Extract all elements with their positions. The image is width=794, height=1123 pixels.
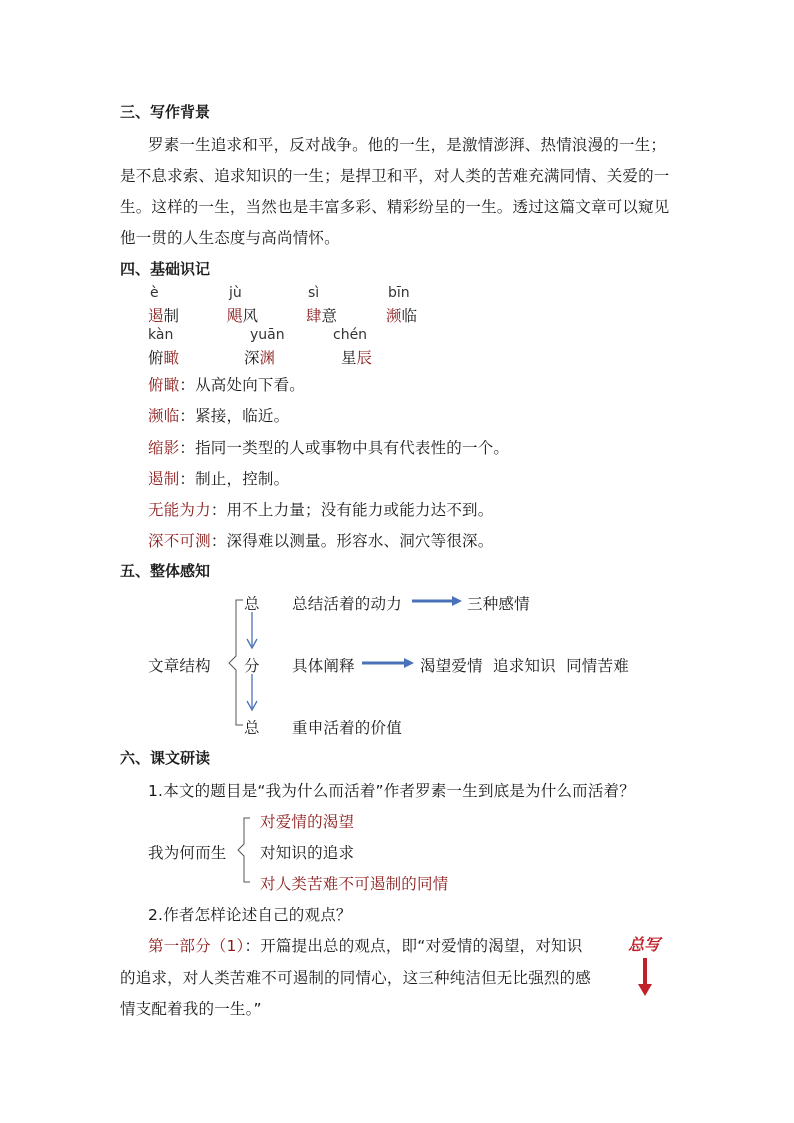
vocab-char: 辰 xyxy=(356,349,373,367)
vocab-char: 濒 xyxy=(386,307,402,325)
definition-sep: ： xyxy=(179,376,196,394)
definition-text: 用不上力量；没有能力或能力达不到。 xyxy=(226,501,494,519)
reason-item: 对人类苦难不可遏制的同情 xyxy=(260,875,449,893)
vocab-char: 风 xyxy=(242,307,259,325)
vocab-char: 临 xyxy=(401,307,418,325)
vocab-char: 深 xyxy=(244,349,260,367)
pinyin: sì xyxy=(308,285,320,301)
vocab-char: 制 xyxy=(163,307,180,325)
pinyin: yuān xyxy=(250,327,285,343)
pinyin: bīn xyxy=(388,285,410,301)
structure-node-result: 渴望爱情 追求知识 同情苦难 xyxy=(420,657,629,675)
section-heading-study: 六、课文研读 xyxy=(120,749,211,767)
reasons-bracket xyxy=(238,818,250,882)
definition-text: 从高处向下看。 xyxy=(195,376,306,394)
definition-text: 指同一类型的人或事物中具有代表性的一个。 xyxy=(195,439,510,457)
definition-text: 紧接，临近。 xyxy=(195,407,290,425)
definition-sep: ： xyxy=(179,407,196,425)
part1-line-3: 情支配着我的一生。” xyxy=(120,1000,262,1018)
definition-sep: ： xyxy=(179,439,196,457)
structure-bracket xyxy=(229,600,243,725)
note-label: 总写 xyxy=(628,935,661,954)
pinyin: jù xyxy=(229,285,242,301)
vocab-char: 瞰 xyxy=(163,349,180,367)
definition-term: 濒临 xyxy=(148,407,180,425)
definition-term: 俯瞰 xyxy=(148,376,180,394)
red-down-arrow-icon xyxy=(638,958,652,996)
structure-node-desc: 具体阐释 xyxy=(292,657,355,675)
background-line-3: 生。这样的一生，当然也是丰富多彩、精彩纷呈的一生。透过这篇文章可以窥见 xyxy=(120,198,670,216)
part1-label: 第一部分（1） xyxy=(148,937,245,955)
section-heading-overview: 五、整体感知 xyxy=(120,562,211,580)
definition-text: 制止，控制。 xyxy=(195,470,290,488)
vocab-char: 遏 xyxy=(148,307,164,325)
vocab-char: 俯 xyxy=(148,349,164,367)
part1-text: ：开篇提出总的观点，即“对爱情的渴望，对知识 xyxy=(244,937,583,955)
vocab-char: 意 xyxy=(321,307,338,325)
structure-node-desc: 重申活着的价值 xyxy=(292,719,402,737)
structure-node-label: 分 xyxy=(244,657,260,675)
vocab-char: 星 xyxy=(341,349,357,367)
section-heading-basics: 四、基础识记 xyxy=(120,260,211,278)
background-line-4: 他一贯的人生态度与高尚情怀。 xyxy=(120,229,340,247)
definition-sep: ： xyxy=(210,532,227,550)
reasons-root: 我为何而生 xyxy=(148,844,227,862)
structure-node-desc: 总结活着的动力 xyxy=(292,595,402,613)
pinyin: è xyxy=(150,285,159,301)
vocab-char: 飓 xyxy=(227,307,243,325)
vocab-char: 渊 xyxy=(259,349,276,367)
right-arrow-icon xyxy=(362,658,414,668)
definition-term: 深不可测 xyxy=(148,532,211,550)
part1-line-2: 的追求，对人类苦难不可遏制的同情心，这三种纯洁但无比强烈的感 xyxy=(120,969,592,987)
question-1: 1.本文的题目是“我为什么而活着”作者罗素一生到底是为什么而活着？ xyxy=(148,782,635,800)
down-arrow-icon xyxy=(247,674,257,710)
reason-item: 对知识的追求 xyxy=(260,844,355,862)
definition-term: 无能为力 xyxy=(148,501,211,519)
down-arrow-icon xyxy=(247,612,257,648)
structure-node-result: 三种感情 xyxy=(467,595,530,613)
background-line-1: 罗素一生追求和平，反对战争。他的一生，是激情澎湃、热情浪漫的一生； xyxy=(148,136,667,154)
definition-text: 深得难以测量。形容水、洞穴等很深。 xyxy=(226,532,494,550)
structure-node-label: 总 xyxy=(244,719,260,737)
part1-line-1 xyxy=(148,934,582,956)
vocab-char: 肆 xyxy=(306,307,322,325)
right-arrow-icon xyxy=(412,596,462,606)
structure-node-label: 总 xyxy=(244,595,260,613)
definition-sep: ： xyxy=(179,470,196,488)
definition-term: 缩影 xyxy=(148,439,180,457)
section-heading-background: 三、写作背景 xyxy=(120,103,211,121)
definition-term: 遏制 xyxy=(148,470,180,488)
reason-item: 对爱情的渴望 xyxy=(260,813,355,831)
question-2: 2.作者怎样论述自己的观点？ xyxy=(148,906,352,924)
definition-sep: ： xyxy=(210,501,227,519)
pinyin: kàn xyxy=(148,327,174,343)
background-line-2: 是不息求索、追求知识的一生；是捍卫和平，对人类的苦难充满同情、关爱的一 xyxy=(120,167,670,185)
structure-root: 文章结构 xyxy=(148,657,211,675)
pinyin: chén xyxy=(333,327,368,343)
